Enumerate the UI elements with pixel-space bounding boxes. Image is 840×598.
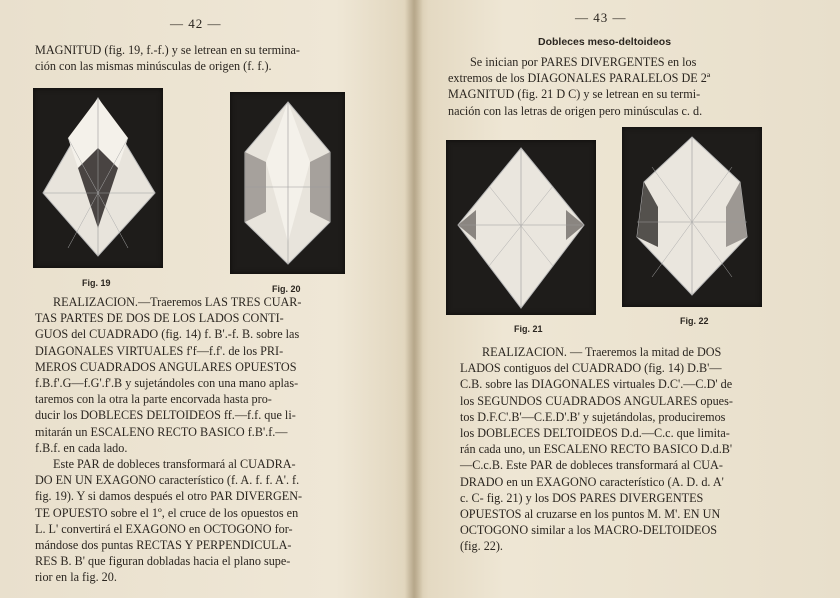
left-body-paragraph [35, 294, 370, 586]
text-line: —C.c.B. Este PAR de dobleces transformará al CUA- [460, 458, 723, 473]
figure-19-photo [33, 88, 163, 268]
text-line: DIAGONALES VIRTUALES f'f—f.f'. de los PRI- [35, 343, 284, 358]
figure-22-caption: Fig. 22 [680, 316, 709, 326]
folded-paper-image [446, 140, 596, 315]
figure-20-photo [230, 92, 345, 274]
text-line: LADOS contiguos del CUADRADO (fig. 14) D.B'— [460, 361, 722, 376]
section-title: Dobleces meso-deltoideos [538, 36, 672, 48]
text-line: nación con las letras de origen pero minúsculas c. d. [448, 103, 703, 118]
right-page [420, 0, 840, 598]
text-line: fig. 19). Y si damos después el otro PAR DIVERGEN- [35, 489, 303, 504]
text-line: RES B. B' que figuran dobladas hacia el plano supe- [35, 554, 291, 569]
figure-21-photo [446, 140, 596, 315]
text-line: mitarán un ESCALENO RECTO BASICO f.B'.f.— [35, 424, 288, 439]
text-line: OCTOGONO similar a los MACRO-DELTOIDEOS [460, 523, 718, 538]
text-line: tos D.F.C'.B'—C.E.D'.B' y sujetándolas, produciremos [460, 409, 726, 424]
folded-paper-image [33, 88, 163, 268]
folded-paper-image [230, 92, 345, 274]
text-line: MAGNITUD (fig. 21 D C) y se letrean en su termi- [448, 87, 701, 102]
text-line: Se inician por PARES DIVERGENTES en los [470, 55, 697, 69]
text-line: mándose dos puntas RECTAS Y PERPENDICULA- [35, 538, 292, 553]
text-line: TAS PARTES DE DOS DE LOS LADOS CONTI- [35, 311, 284, 326]
text-line: DO EN UN EXAGONO característico (f. A. f. f. A'. f. [35, 473, 300, 488]
text-line: los SEGUNDOS CUADRADOS ANGULARES opues- [460, 393, 733, 408]
text-line: OPUESTOS al cruzarse en los puntos M. M'. EN UN [460, 507, 721, 522]
text-line: Este PAR de dobleces transformará al CUADRA- [53, 457, 296, 472]
text-line: ción con las mismas minúsculas de origen (f. f.). [35, 59, 272, 74]
text-line: rior en la fig. 20. [35, 570, 117, 585]
figure-21-caption: Fig. 21 [514, 324, 543, 334]
text-line: c. C- fig. 21) y los DOS PARES DIVERGENTES [460, 490, 704, 505]
text-line: f.B.f'.G—f.G'.f'.B y sujetándoles con una mano aplas- [35, 376, 299, 391]
text-line: taremos con la otra la parte encorvada hasta pro- [35, 392, 272, 407]
page-number-left: — 42 — [170, 16, 222, 31]
text-line: REALIZACION. — Traeremos la mitad de DOS [482, 345, 722, 359]
text-line: C.B. sobre las DIAGONALES virtuales D.C'.—C.D' de [460, 377, 733, 392]
text-line: MAGNITUD (fig. 19, f.-f.) y se letrean en su termina- [35, 43, 300, 57]
text-line: TE OPUESTO sobre el 1º, el cruce de los opuestos en [35, 505, 299, 520]
right-body-paragraph [460, 344, 810, 555]
left-page [0, 0, 410, 598]
figure-19-caption: Fig. 19 [82, 278, 111, 288]
text-line: (fig. 22). [460, 539, 503, 554]
text-line: DRADO en un EXAGONO característico (A. D. d. A' [460, 474, 724, 489]
figure-20-caption: Fig. 20 [272, 284, 301, 294]
right-intro-paragraph [448, 54, 798, 119]
figure-22-photo [622, 127, 762, 307]
text-line: rán cada uno, un ESCALENO RECTO BASICO D.d.B' [460, 442, 733, 457]
text-line: GUOS del CUADRADO (fig. 14) f. B'.-f. B. sobre las [35, 327, 300, 342]
left-intro-paragraph [35, 42, 365, 74]
page-number-right: — 43 — [575, 10, 627, 25]
text-line: L. L' convertirá el EXAGONO en OCTOGONO for- [35, 521, 293, 536]
folded-paper-image [622, 127, 762, 307]
text-line: extremos de los DIAGONALES PARALELOS DE 2ª [448, 71, 711, 86]
text-line: ducir los DOBLECES DELTOIDEOS ff.—f.f. que li- [35, 408, 296, 423]
text-line: REALIZACION.—Traeremos LAS TRES CUAR- [53, 295, 302, 309]
text-line: MEROS CUADRADOS ANGULARES OPUESTOS [35, 359, 297, 374]
text-line: f.B.f. en cada lado. [35, 440, 128, 455]
text-line: los DOBLECES DELTOIDEOS D.d.—C.c. que limita- [460, 426, 730, 441]
